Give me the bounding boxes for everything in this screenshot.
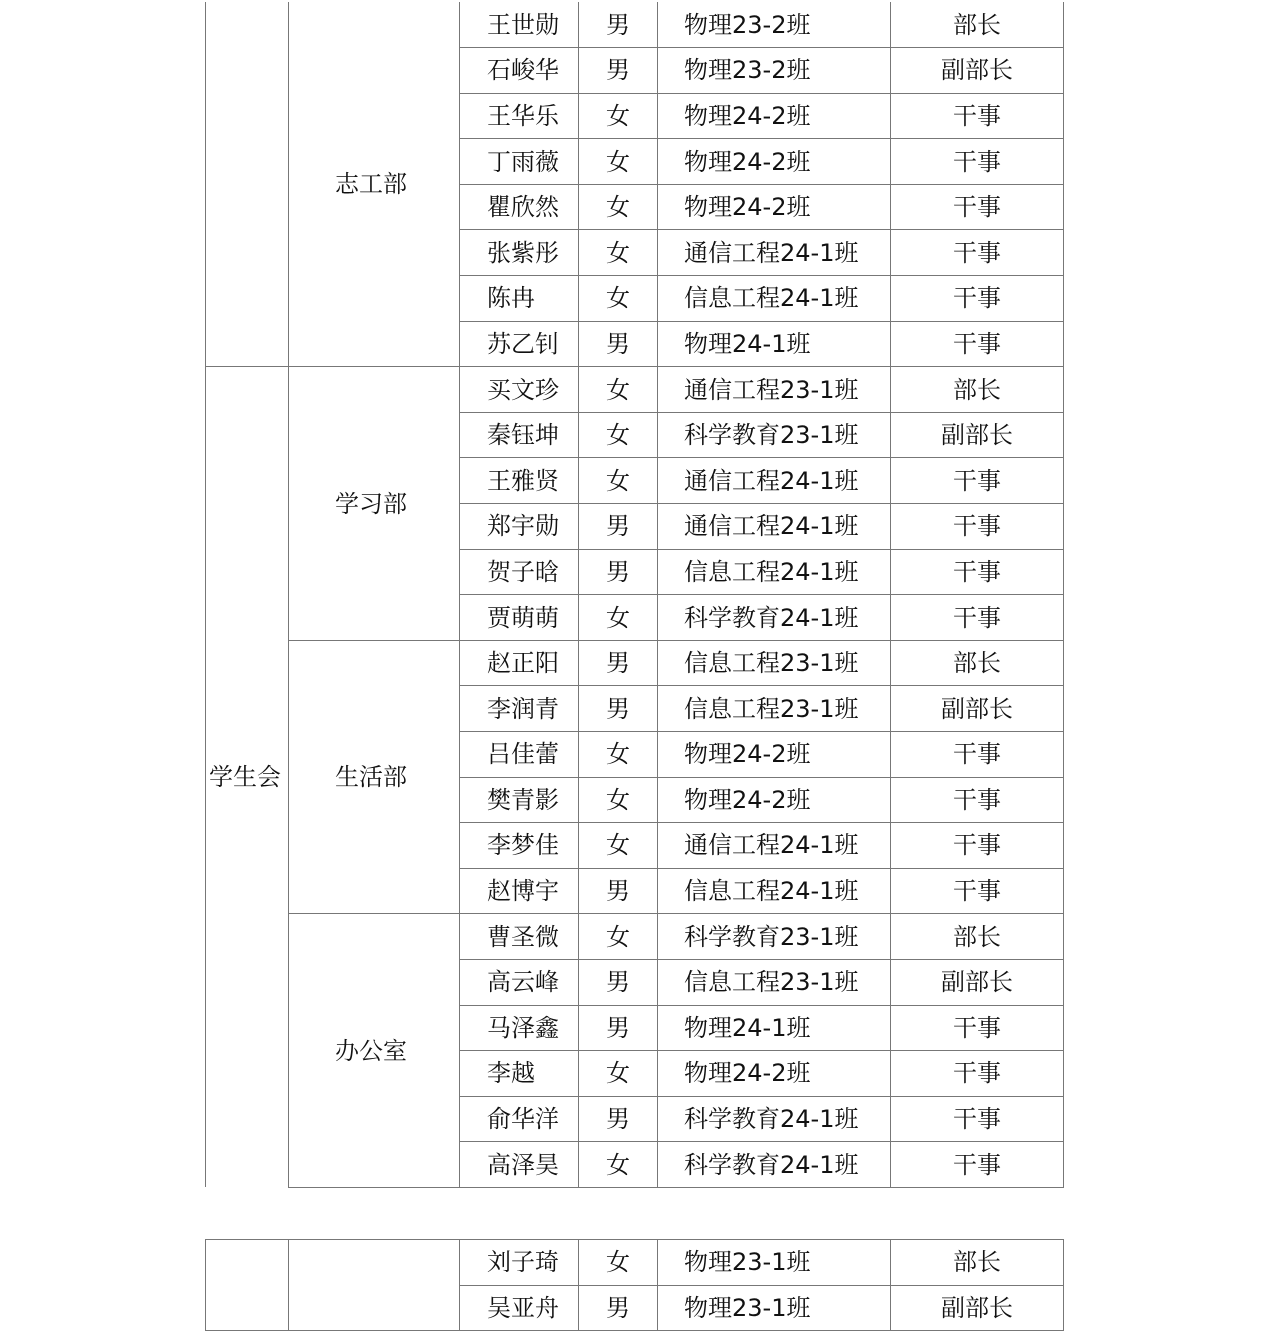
member-role: 干事 [891, 777, 1064, 823]
member-name: 赵正阳 [460, 640, 579, 686]
member-gender: 男 [579, 1096, 658, 1142]
member-class: 科学教育24-1班 [658, 595, 891, 641]
member-name: 买文珍 [460, 367, 579, 413]
member-role: 副部长 [891, 959, 1064, 1005]
member-name: 苏乙钊 [460, 321, 579, 367]
member-role: 干事 [891, 1051, 1064, 1097]
member-role: 副部长 [891, 48, 1064, 94]
member-name: 俞华洋 [460, 1096, 579, 1142]
member-gender: 男 [579, 549, 658, 595]
member-class: 物理24-2班 [658, 777, 891, 823]
member-role: 干事 [891, 93, 1064, 139]
member-class: 通信工程24-1班 [658, 504, 891, 550]
member-name: 石峻华 [460, 48, 579, 94]
member-gender: 男 [579, 48, 658, 94]
department-cell: 生活部 [289, 640, 460, 914]
member-name: 贾萌萌 [460, 595, 579, 641]
member-role: 干事 [891, 549, 1064, 595]
member-name: 高云峰 [460, 959, 579, 1005]
member-name: 马泽鑫 [460, 1005, 579, 1051]
member-class: 物理23-1班 [658, 1285, 891, 1331]
member-class: 信息工程24-1班 [658, 868, 891, 914]
table-row [206, 1240, 1064, 1286]
member-gender: 女 [579, 412, 658, 458]
member-name: 赵博宇 [460, 868, 579, 914]
member-gender: 女 [579, 367, 658, 413]
org-cell: 学生会 [206, 367, 289, 1188]
member-class: 物理23-2班 [658, 2, 891, 48]
member-name: 贺子晗 [460, 549, 579, 595]
member-name: 陈冉 [460, 276, 579, 322]
member-gender: 男 [579, 1285, 658, 1331]
member-gender: 男 [579, 504, 658, 550]
member-gender: 女 [579, 1051, 658, 1097]
member-role: 干事 [891, 458, 1064, 504]
member-role: 副部长 [891, 412, 1064, 458]
member-role: 干事 [891, 732, 1064, 778]
member-class: 物理24-2班 [658, 139, 891, 185]
member-role: 干事 [891, 1142, 1064, 1188]
member-name: 樊青影 [460, 777, 579, 823]
member-name: 李润青 [460, 686, 579, 732]
member-gender: 女 [579, 823, 658, 869]
member-class: 物理24-2班 [658, 184, 891, 230]
member-class: 物理24-2班 [658, 93, 891, 139]
member-gender: 女 [579, 1240, 658, 1286]
member-class: 通信工程24-1班 [658, 230, 891, 276]
member-role: 部长 [891, 640, 1064, 686]
member-name: 王世勋 [460, 2, 579, 48]
member-role: 干事 [891, 1005, 1064, 1051]
member-name: 郑宇勋 [460, 504, 579, 550]
member-role: 干事 [891, 276, 1064, 322]
member-name: 李梦佳 [460, 823, 579, 869]
member-gender: 男 [579, 640, 658, 686]
member-class: 信息工程23-1班 [658, 640, 891, 686]
member-class: 物理24-1班 [658, 321, 891, 367]
member-gender: 女 [579, 458, 658, 504]
member-name: 王雅贤 [460, 458, 579, 504]
member-gender: 女 [579, 230, 658, 276]
member-role: 部长 [891, 914, 1064, 960]
member-class: 通信工程23-1班 [658, 367, 891, 413]
org-cell-empty [206, 2, 289, 367]
member-role: 干事 [891, 595, 1064, 641]
member-role: 副部长 [891, 686, 1064, 732]
roster-table-main [205, 2, 1064, 1188]
member-role: 干事 [891, 868, 1064, 914]
member-role: 部长 [891, 367, 1064, 413]
member-name: 张紫彤 [460, 230, 579, 276]
member-role: 干事 [891, 184, 1064, 230]
member-gender: 男 [579, 2, 658, 48]
member-name: 瞿欣然 [460, 184, 579, 230]
member-name: 秦钰坤 [460, 412, 579, 458]
member-role: 副部长 [891, 1285, 1064, 1331]
member-class: 科学教育23-1班 [658, 412, 891, 458]
member-name: 丁雨薇 [460, 139, 579, 185]
member-name: 曹圣微 [460, 914, 579, 960]
member-class: 通信工程24-1班 [658, 823, 891, 869]
member-role: 干事 [891, 1096, 1064, 1142]
member-class: 物理24-2班 [658, 732, 891, 778]
member-gender: 男 [579, 959, 658, 1005]
member-gender: 女 [579, 777, 658, 823]
org-cell-empty [206, 1240, 289, 1331]
member-class: 科学教育24-1班 [658, 1142, 891, 1188]
table-row [206, 2, 1064, 48]
member-gender: 女 [579, 93, 658, 139]
member-gender: 女 [579, 184, 658, 230]
member-name: 刘子琦 [460, 1240, 579, 1286]
member-role: 部长 [891, 1240, 1064, 1286]
member-gender: 女 [579, 732, 658, 778]
member-class: 物理24-2班 [658, 1051, 891, 1097]
member-role: 干事 [891, 321, 1064, 367]
member-class: 科学教育23-1班 [658, 914, 891, 960]
table-row [206, 914, 1064, 960]
member-class: 信息工程23-1班 [658, 959, 891, 1005]
member-role: 干事 [891, 823, 1064, 869]
member-gender: 女 [579, 139, 658, 185]
department-cell: 学习部 [289, 367, 460, 641]
table-row [206, 640, 1064, 686]
member-role: 干事 [891, 504, 1064, 550]
member-class: 物理23-1班 [658, 1240, 891, 1286]
member-name: 吴亚舟 [460, 1285, 579, 1331]
table-row [206, 367, 1064, 413]
department-cell: 志工部 [289, 2, 460, 367]
member-gender: 男 [579, 321, 658, 367]
department-cell-empty [289, 1240, 460, 1331]
roster-table-continued [205, 1239, 1064, 1331]
member-name: 王华乐 [460, 93, 579, 139]
member-class: 科学教育24-1班 [658, 1096, 891, 1142]
member-gender: 女 [579, 1142, 658, 1188]
member-name: 高泽昊 [460, 1142, 579, 1188]
member-name: 吕佳蕾 [460, 732, 579, 778]
member-gender: 女 [579, 914, 658, 960]
member-gender: 女 [579, 276, 658, 322]
member-class: 通信工程24-1班 [658, 458, 891, 504]
member-gender: 男 [579, 1005, 658, 1051]
member-class: 物理24-1班 [658, 1005, 891, 1051]
member-name: 李越 [460, 1051, 579, 1097]
member-class: 信息工程24-1班 [658, 549, 891, 595]
member-gender: 男 [579, 686, 658, 732]
member-class: 物理23-2班 [658, 48, 891, 94]
member-class: 信息工程24-1班 [658, 276, 891, 322]
member-class: 信息工程23-1班 [658, 686, 891, 732]
member-gender: 男 [579, 868, 658, 914]
member-gender: 女 [579, 595, 658, 641]
member-role: 干事 [891, 230, 1064, 276]
department-cell: 办公室 [289, 914, 460, 1188]
member-role: 部长 [891, 2, 1064, 48]
member-role: 干事 [891, 139, 1064, 185]
